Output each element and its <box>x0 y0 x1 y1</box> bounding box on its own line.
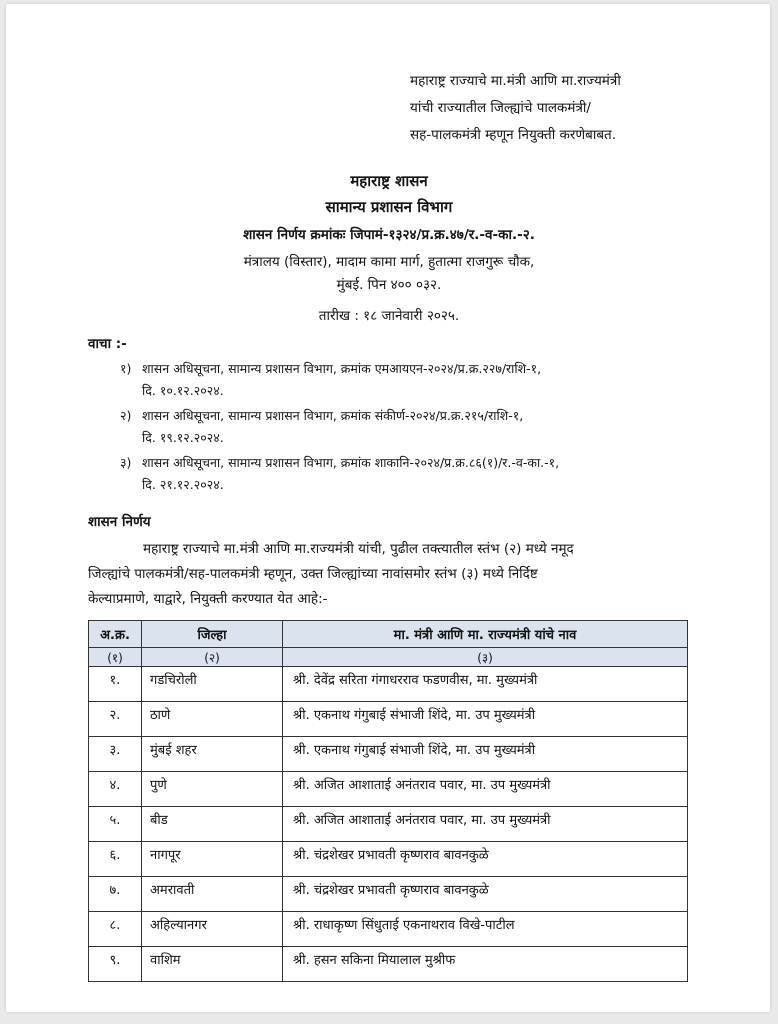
table-row <box>89 842 688 877</box>
table-row <box>89 807 688 842</box>
paragraph-line: जिल्ह्यांचे पालकमंत्री/सह-पालकमंत्री म्हणून, उक्त जिल्ह्यांच्या नावांसमोर स्तंभ (३) मध्ये निर्दिष्ट <box>88 566 538 582</box>
subject-line: यांची राज्यातील जिल्ह्यांचे पालकमंत्री/ <box>410 100 591 116</box>
table-header-row <box>89 621 688 648</box>
guardian-minister-table <box>88 620 688 982</box>
minister-cell: श्री. एकनाथ गंगुबाई संभाजी शिंदे, मा. उप मुख्यमंत्री <box>283 737 688 772</box>
government-title: महाराष्ट्र शासन <box>350 172 428 190</box>
table-row <box>89 702 688 737</box>
table-row <box>89 877 688 912</box>
decision-title: शासन निर्णय <box>88 514 151 530</box>
paragraph-line: केल्याप्रमाणे, याद्वारे, नियुक्ती करण्यात येत आहे:- <box>88 591 328 607</box>
serial-cell: ७. <box>89 877 142 912</box>
district-cell: अमरावती <box>142 877 283 912</box>
district-cell: ठाणे <box>142 702 283 737</box>
address-line: मुंबई. पिन ४०० ०३२. <box>336 277 442 293</box>
header-minister: मा. मंत्री आणि मा. राज्यमंत्री यांचे नाव <box>283 621 688 648</box>
district-cell: पुणे <box>142 772 283 807</box>
reference-date: दि. १९.१२.२०२४. <box>142 430 224 445</box>
reference-date: दि. २१.१२.२०२४. <box>142 477 224 492</box>
serial-cell: ३. <box>89 737 142 772</box>
header-serial: अ.क्र. <box>89 621 142 648</box>
address-line: मंत्रालय (विस्तार), मादाम कामा मार्ग, हुतात्मा राजगुरू चौक, <box>243 254 535 270</box>
serial-cell: ९. <box>89 947 142 982</box>
column-number: (१) <box>89 648 142 667</box>
reference-text: शासन अधिसूचना, सामान्य प्रशासन विभाग, क्रमांक एमआयएन-२०२४/प्र.क्र.२२७/राशि-१, <box>142 361 542 376</box>
column-number-row <box>89 648 688 667</box>
table-row <box>89 737 688 772</box>
paragraph-line: महाराष्ट्र राज्याचे मा.मंत्री आणि मा.राज्यमंत्री यांची, पुढील तक्त्यातील स्तंभ (२) मध्ये नमूद <box>143 541 574 557</box>
serial-cell: २. <box>89 702 142 737</box>
table-row <box>89 667 688 702</box>
minister-cell: श्री. चंद्रशेखर प्रभावती कृष्णराव बावनकुळे <box>283 877 688 912</box>
column-number: (३) <box>283 648 688 667</box>
district-cell: गडचिरोली <box>142 667 283 702</box>
reference-text: शासन अधिसूचना, सामान्य प्रशासन विभाग, क्रमांक संकीर्ण-२०२४/प्र.क्र.२१५/राशि-१, <box>142 408 524 423</box>
reference-number: १) <box>120 361 132 376</box>
district-cell: अहिल्यानगर <box>142 912 283 947</box>
table-row <box>89 772 688 807</box>
subject-line: महाराष्ट्र राज्याचे मा.मंत्री आणि मा.राज्यमंत्री <box>410 73 621 89</box>
serial-cell: ८. <box>89 912 142 947</box>
reference-number: ३) <box>120 455 132 470</box>
decision-paragraph <box>88 537 688 612</box>
column-number: (२) <box>142 648 283 667</box>
serial-cell: ५. <box>89 807 142 842</box>
table-row <box>89 947 688 982</box>
reference-text: शासन अधिसूचना, सामान्य प्रशासन विभाग, क्रमांक शाकानि-२०२४/प्र.क्र.८६(१)/र.-व-का.-१, <box>142 455 560 470</box>
serial-cell: ४. <box>89 772 142 807</box>
minister-cell: श्री. अजित आशाताई अनंतराव पवार, मा. उप मुख्यमंत्री <box>283 772 688 807</box>
minister-cell: श्री. चंद्रशेखर प्रभावती कृष्णराव बावनकुळे <box>283 842 688 877</box>
minister-cell: श्री. हसन सकिना मियालाल मुश्रीफ <box>283 947 688 982</box>
gr-number: शासन निर्णय क्रमांकः जिपामं-१३२४/प्र.क्र.४७/र.-व-का.-२. <box>243 227 535 243</box>
subject-line: सह-पालकमंत्री म्हणून नियुक्ती करणेबाबत. <box>410 127 617 143</box>
minister-cell: श्री. राधाकृष्ण सिंधुताई एकनाथराव विखे-पाटील <box>283 912 688 947</box>
reference-number: २) <box>120 408 132 423</box>
district-cell: मुंबई शहर <box>142 737 283 772</box>
document-date: तारीख : १८ जानेवारी २०२५. <box>318 308 460 324</box>
serial-cell: ६. <box>89 842 142 877</box>
minister-cell: श्री. एकनाथ गंगुबाई संभाजी शिंदे, मा. उप मुख्यमंत्री <box>283 702 688 737</box>
serial-cell: १. <box>89 667 142 702</box>
read-label: वाचा :- <box>88 336 127 352</box>
department-title: सामान्य प्रशासन विभाग <box>325 198 453 216</box>
subject-block <box>410 68 621 149</box>
district-cell: वाशिम <box>142 947 283 982</box>
header-district: जिल्हा <box>142 621 283 648</box>
reference-date: दि. १०.१२.२०२४. <box>142 383 224 398</box>
minister-cell: श्री. देवेंद्र सरिता गंगाधरराव फडणवीस, मा. मुख्यमंत्री <box>283 667 688 702</box>
minister-cell: श्री. अजित आशाताई अनंतराव पवार, मा. उप मुख्यमंत्री <box>283 807 688 842</box>
district-cell: बीड <box>142 807 283 842</box>
table-row <box>89 912 688 947</box>
district-cell: नागपूर <box>142 842 283 877</box>
